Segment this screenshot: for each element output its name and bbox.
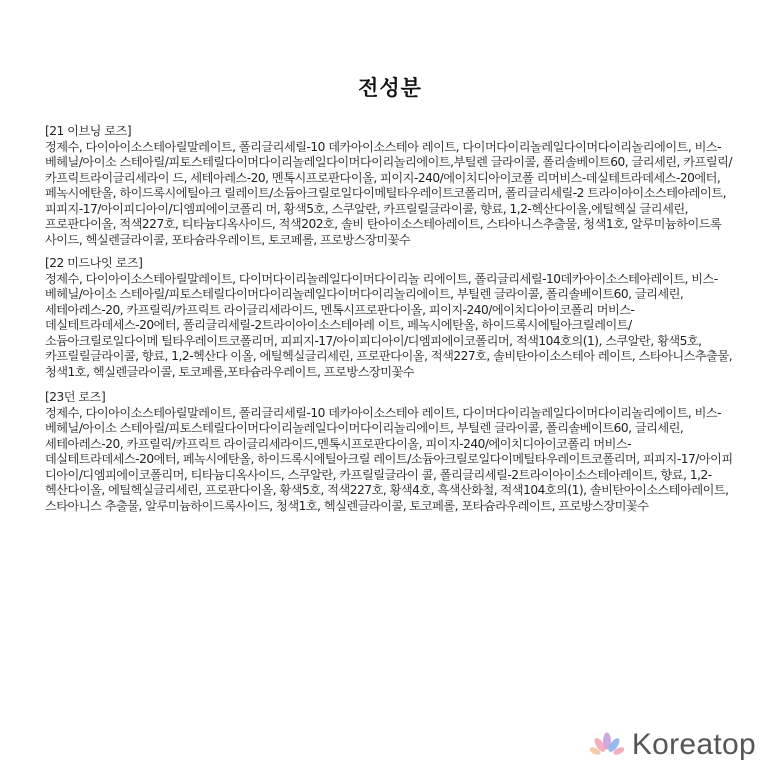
ingredient-section-dawn-rose [45,390,741,514]
ingredient-section-midnight-rose [45,256,741,380]
section-heading: [21 이브닝 로즈] [45,124,132,138]
brand-name: Koreatop [631,728,756,761]
page-title: 전성분 [358,76,422,100]
section-heading: [23던 로즈] [45,390,106,404]
section-body: 정제수, 다이아이소스테아릴말레이트, 다이머다이리놀레일다이머다이리놀 리에이트, 폴리글리세릴-10데카아이소스테아레이트, 비스-베헤닐/아이소 스테아릴/피토스테릴다이머다이리놀레일다이머다이리놀리에이트, 부틸렌 글라이콜, 폴리솔베이트60, 글리세린, 세테아레스-20, 카프릴릭/카프릭트 라이글리세라이드, 멘톡시프로판다이올, 피이지-240/에이치디아이코폴리 머비스-데실테트라데세스-20에터, 폴리글리세릴-2트라이아이소스테아레 이트, 페녹시에탄올, 하이드록시에틸아크릴레이트/소듐아크릴로일다이메 틸타우레이트코폴리머, 피피지-17/아이피디아이/디엠피에이코폴리머, 적색104호의(1), 스쿠알란, 황색5호, 카프릴릴글라이콜, 향료, 1,2-헥산다 이올, 에틸헥실글리세린, 프로판다이올, 적색227호, 솔비탄아이소스테아 레이트, 스타아니스추출물, 청색1호, 헥실렌글라이콜, 토코페롤,포타슘라우레이트, 프로방스장미꽃수 [45,271,733,379]
section-heading: [22 미드나잇 로즈] [45,256,143,270]
ingredient-section-evening-rose [45,124,741,248]
lotus-icon [590,732,624,758]
brand-logo [590,728,756,762]
section-body: 정제수, 다이아이소스테아릴말레이트, 폴리글리세릴-10 데카아이소스테아 레이트, 다이머다이리놀레일다이머다이리놀리에이트, 비스-베헤닐/아이소 스테아릴/피토스테릴다이머다이리놀레일다이머다이리놀리에이트, 부틸렌 글라이콜, 폴리솔베이트60, 글리세린, 세테아레스-20, 카프릴릭/카프릭트 라이글리세라이드,멘톡시프로판다이올, 피이지-240/에이치디아이코폴리 머비스-데실테트라데세스-20에터, 페녹시에탄올, 하이드록시에틸아크릴 레이트/소듐아크릴로일다이메틸타우레이트코폴리머, 피피지-17/아이피 디아이/디엠피에이코폴리머, 티타늄디옥사이드, 스쿠알란, 카프릴릴글라이 콜, 폴리글리세릴-2트라이아이소스테아레이트, 향료, 1,2-헥산다이올, 에틸헥실글리세린, 프로판다이올, 황색5호, 적색227호, 황색4호, 흑색산화철, 적색104호의(1), 솔비탄아이소스테아레이트, 스타아니스 추출물, 알루미늄하이드록사이드, 청색1호, 헥실렌글라이콜, 토코페롤, 포타슘라우레이트, 프로방스장미꽃수 [45,405,733,513]
section-body: 정제수, 다이아이소스테아릴말레이트, 폴리글리세릴-10 데카아이소스테아 레이트, 다이머다이리놀레일다이머다이리놀리에이트, 비스-베헤닐/아이소 스테아릴/피토스테릴다이머다이리놀레일다이머다이리놀리에이트,부틸렌 글라이콜, 폴리솔베이트60, 글리세린, 카프릴릭/카프릭트라이글리세라이 드, 세테아레스-20, 멘톡시프로판다이올, 피이지-240/에이치디아이코폴 리머비스-데실테트라데세스-20에터, 페녹시에탄올, 하이드록시에틸아크 릴레이트/소듐아크릴로일다이메틸타우레이트코폴리머, 폴리글리세릴-2 트라이아이소스테아레이트, 피피지-17/아이피디아이/디엠피에이코폴리 머, 황색5호, 스쿠알란, 카프릴릴글라이콜, 향료, 1,2-헥산다이올,에틸헥실 글리세린, 프로판다이올, 적색227호, 티타늄디옥사이드, 적색202호, 솔비 탄아이소스테아레이트, 스타아니스추출물, 청색1호, 알루미늄하이드록 사이드, 헥실렌글라이콜, 포타슘라우레이트, 토코페롤, 프로방스장미꽃수 [45,139,732,247]
